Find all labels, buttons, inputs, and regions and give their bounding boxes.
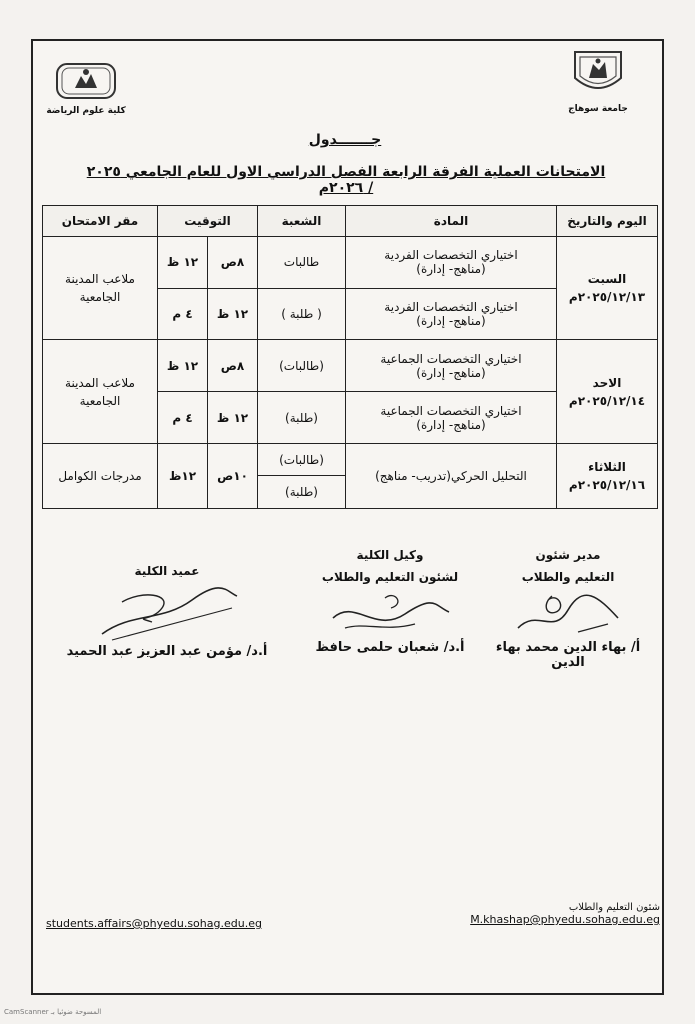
subject-cell xyxy=(346,237,557,289)
subject-track: (مناهج- إدارة) xyxy=(416,262,486,277)
section-cell: (طالبات) xyxy=(258,443,346,476)
time-to-cell: ١٢ ظ xyxy=(158,237,208,289)
handwritten-signature-icon xyxy=(92,582,242,644)
signature-name: أ.د/ مؤمن عبد العزيز عبد الحميد xyxy=(66,644,268,659)
time-to-cell: ١٢ ظ xyxy=(158,340,208,392)
day-name: الثلاثاء xyxy=(588,459,626,474)
signature-block-director xyxy=(478,544,658,670)
section-cell: ( طلبة ) xyxy=(258,288,346,340)
exam-schedule-table xyxy=(42,205,658,509)
handwritten-signature-icon xyxy=(325,588,455,640)
header-day: اليوم والتاريخ xyxy=(557,206,658,237)
university-logo xyxy=(562,48,634,114)
subject-name: اختياري التخصصات الجماعية xyxy=(380,351,522,366)
signature-name: أ/ بهاء الدين محمد بهاء الدين xyxy=(495,640,641,670)
day-date: ٢٠٢٥/١٢/١٦م xyxy=(568,477,646,492)
signature-title: عميد الكلية xyxy=(134,564,200,578)
signature-title: لشئون التعليم والطلاب xyxy=(321,570,459,584)
faculty-logo-caption: كلية علوم الرياضة xyxy=(46,106,126,116)
subject-name: اختياري التخصصات الفردية xyxy=(384,300,518,315)
day-cell xyxy=(557,443,658,508)
day-date: ٢٠٢٥/١٢/١٤م xyxy=(568,393,646,408)
subject-cell: التحليل الحركي(تدريب- مناهج) xyxy=(346,443,557,508)
table-header-row xyxy=(43,206,658,237)
venue-line: الجامعية xyxy=(79,393,121,408)
header-subject: المادة xyxy=(346,206,557,237)
footer-email-link[interactable]: M.khashap@phyedu.sohag.edu.eg xyxy=(470,913,660,926)
document-title-word: جـــــــدول xyxy=(308,132,382,148)
day-cell xyxy=(557,237,658,340)
signature-title: مدير شئون xyxy=(535,548,601,562)
faculty-logo xyxy=(44,62,128,116)
day-cell xyxy=(557,340,658,443)
university-logo-caption: جامعة سوهاج xyxy=(568,104,628,114)
faculty-emblem-icon xyxy=(55,62,117,100)
signature-title: التعليم والطلاب xyxy=(521,570,615,584)
header-section: الشعبة xyxy=(258,206,346,237)
header-timing: التوقيت xyxy=(158,206,258,237)
subject-track: (مناهج- إدارة) xyxy=(416,365,486,380)
time-from-cell: ٨ص xyxy=(208,237,258,289)
signature-block-dean xyxy=(62,560,272,659)
time-from-cell: ١٠ص xyxy=(208,443,258,508)
table-row xyxy=(43,237,658,289)
subject-track: (مناهج- إدارة) xyxy=(416,417,486,432)
table-row xyxy=(43,340,658,392)
day-name: الاحد xyxy=(592,375,622,390)
subject-track: (مناهج- إدارة) xyxy=(416,314,486,329)
venue-line: ملاعب المدينة xyxy=(65,375,135,390)
time-to-cell: ٤ م xyxy=(158,288,208,340)
table-row xyxy=(43,443,658,476)
footer-contact-right xyxy=(470,902,660,926)
venue-cell xyxy=(43,237,158,340)
venue-line: الجامعية xyxy=(79,290,121,305)
subject-name: اختياري التخصصات الجماعية xyxy=(380,403,522,418)
time-to-cell: ٤ م xyxy=(158,392,208,444)
scanner-watermark: CamScanner المسوحة ضوئيا بـ xyxy=(4,1008,102,1016)
subject-name: اختياري التخصصات الفردية xyxy=(384,248,518,263)
signature-name: أ.د/ شعبان حلمى حافظ xyxy=(315,640,465,655)
footer-department-label: شئون التعليم والطلاب xyxy=(568,902,660,913)
day-name: السبت xyxy=(587,272,627,287)
handwritten-signature-icon xyxy=(508,588,628,640)
time-to-cell: ١٢ظ xyxy=(158,443,208,508)
venue-line: ملاعب المدينة xyxy=(65,272,135,287)
subject-cell xyxy=(346,392,557,444)
footer-contact-left xyxy=(46,917,262,930)
section-cell: طالبات xyxy=(258,237,346,289)
header-venue: مقر الامتحان xyxy=(43,206,158,237)
footer-email-link[interactable]: students.affairs@phyedu.sohag.edu.eg xyxy=(46,917,262,930)
subject-cell xyxy=(346,288,557,340)
venue-cell: مدرجات الكوامل xyxy=(43,443,158,508)
day-date: ٢٠٢٥/١٢/١٣م xyxy=(568,290,646,305)
university-seal-icon xyxy=(569,48,627,98)
signature-block-vice-dean xyxy=(300,544,480,655)
time-from-cell: ١٢ ظ xyxy=(208,392,258,444)
section-cell: (طالبات) xyxy=(258,340,346,392)
time-from-cell: ١٢ ظ xyxy=(208,288,258,340)
signature-title: وكيل الكلية xyxy=(356,548,424,562)
document-title: الامتحانات العملية الفرقة الرابعة الفصل الدراسي الاول للعام الجامعي ٢٠٢٥ / ٢٠٢٦م xyxy=(86,164,606,196)
subject-cell xyxy=(346,340,557,392)
venue-cell xyxy=(43,340,158,443)
section-cell: (طلبة) xyxy=(258,476,346,509)
time-from-cell: ٨ص xyxy=(208,340,258,392)
section-cell: (طلبة) xyxy=(258,392,346,444)
